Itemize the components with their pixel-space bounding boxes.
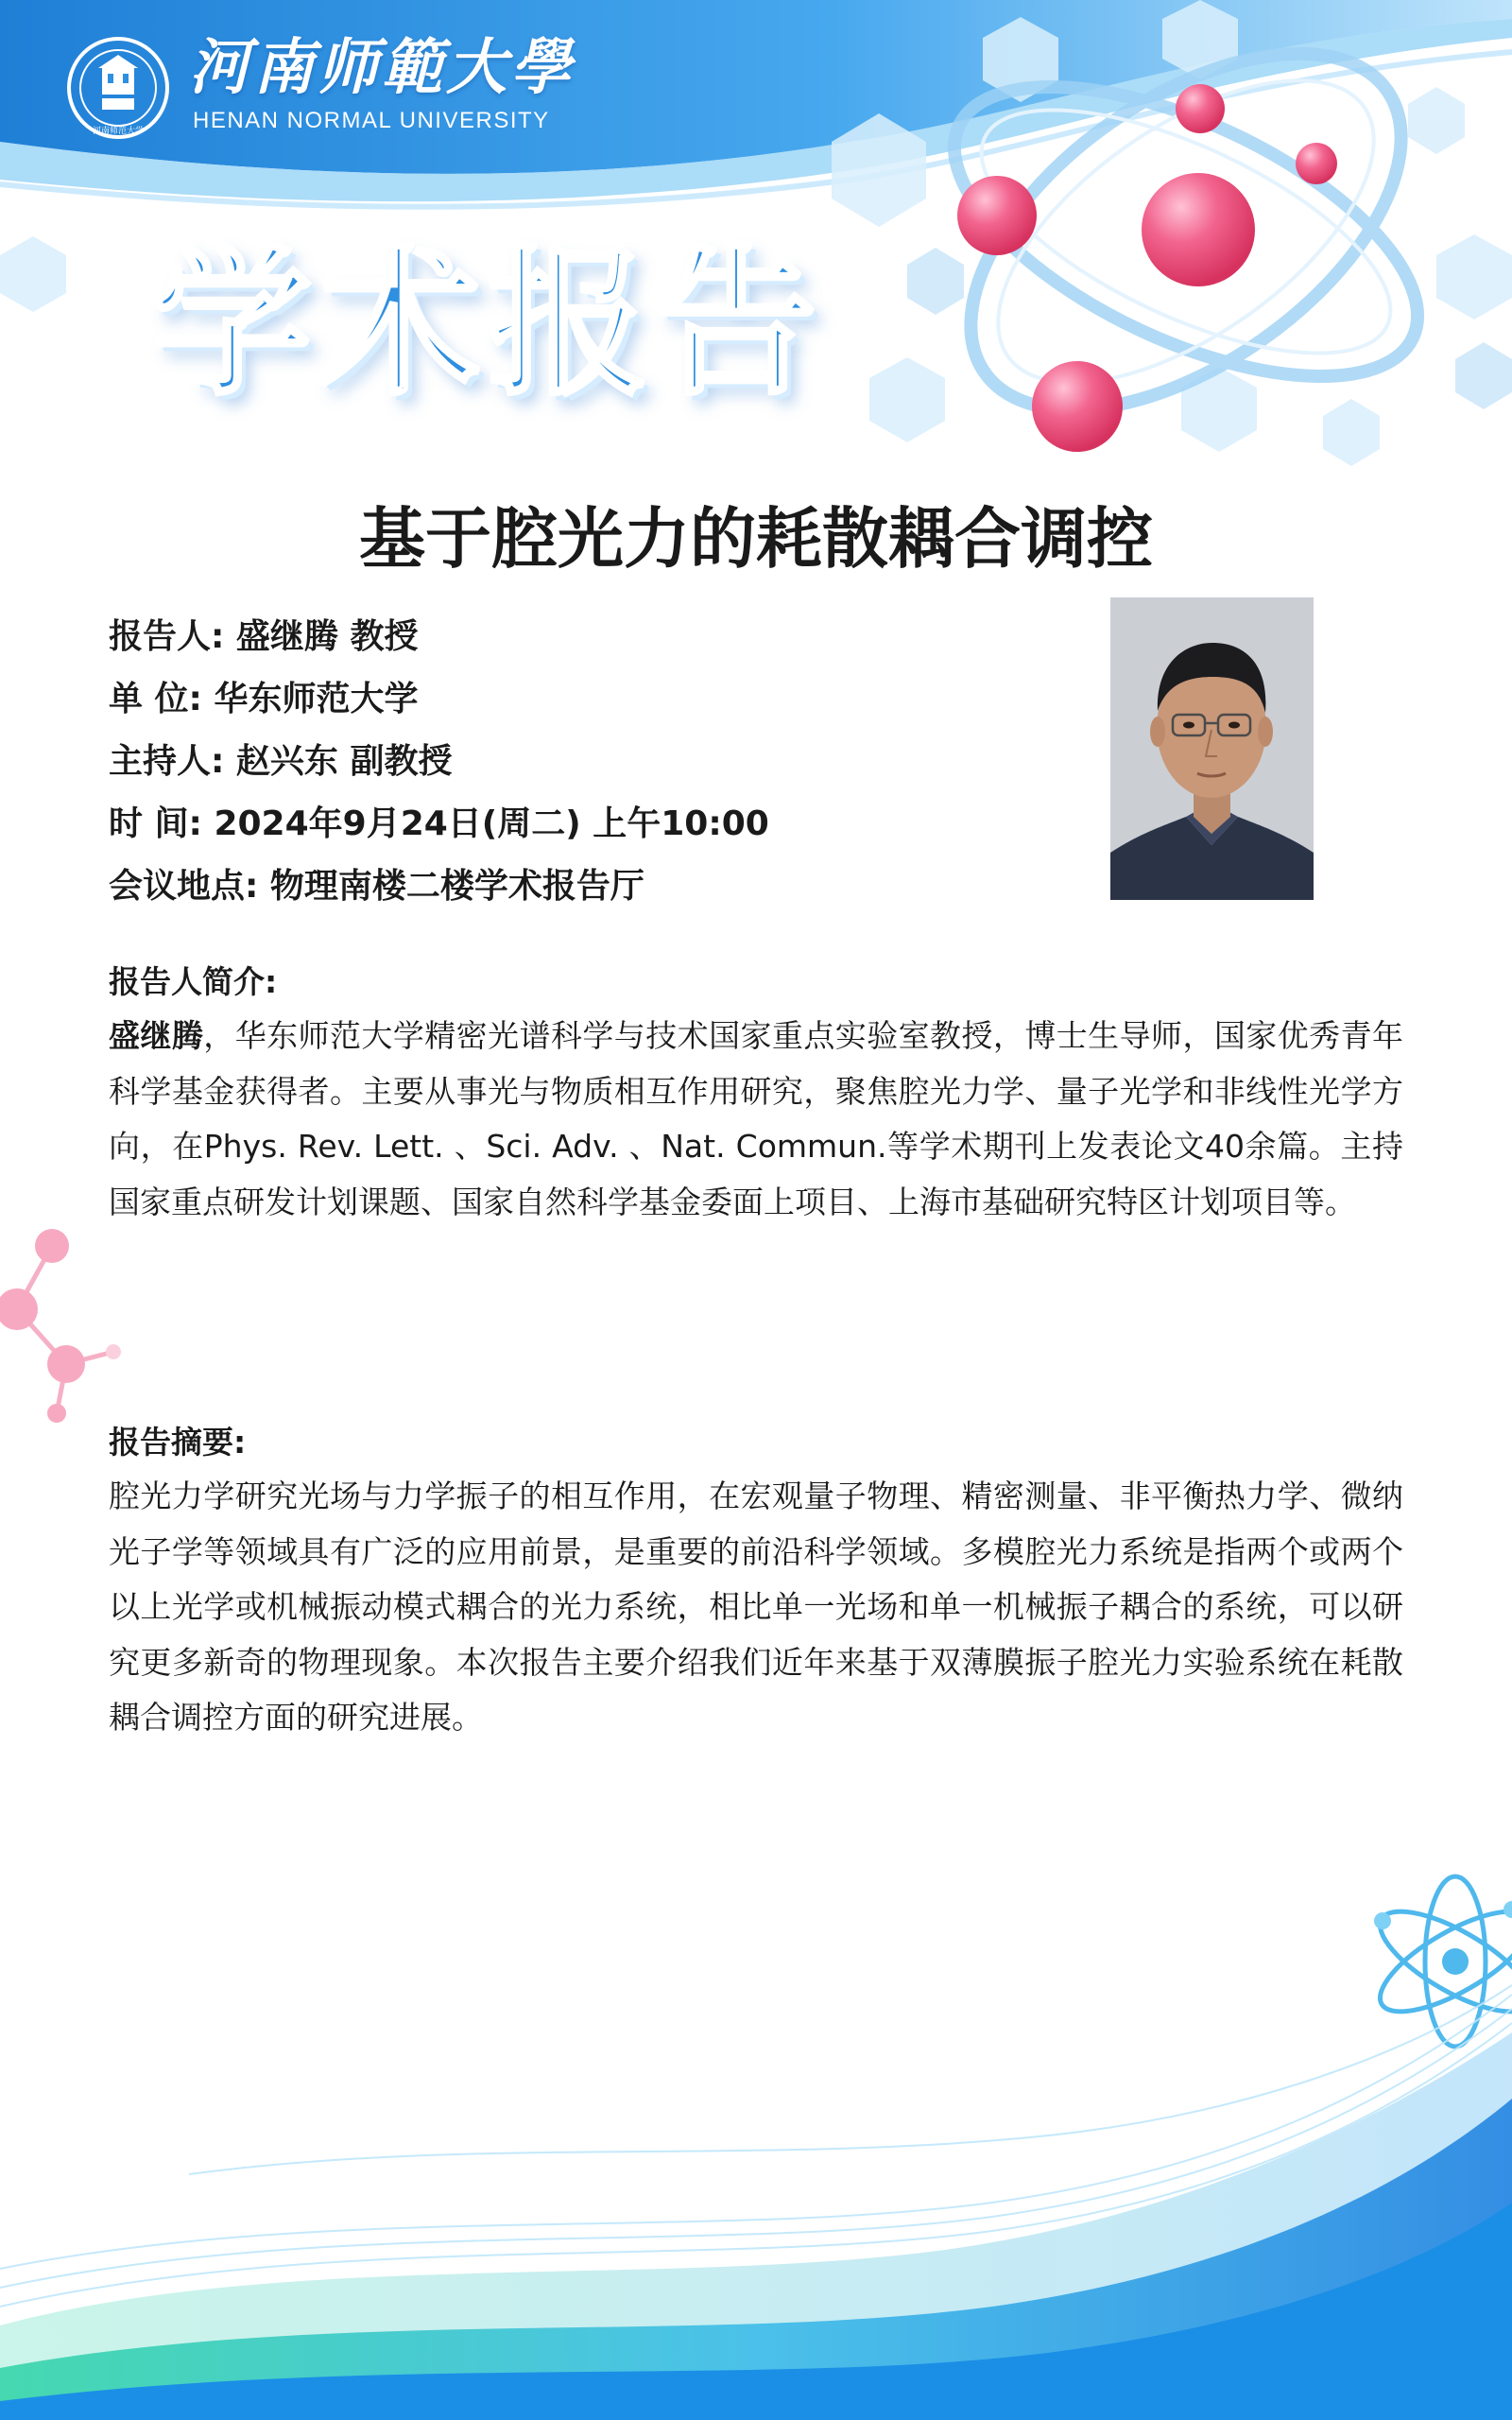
university-name-en: HENAN NORMAL UNIVERSITY — [193, 108, 550, 133]
speaker-name: 盛继腾 — [109, 1017, 204, 1054]
abstract-paragraph: 腔光力学研究光场与力学振子的相互作用，在宏观量子物理、精密测量、非平衡热力学、微纳光子学等领域具有广泛的应用前景，是重要的前沿科学领域。多模腔光力系统是指两个或两个以上光学或机械振动模式耦合的光力系统，相比单一光场和单一机械振子耦合的系统，可以研究更多新奇的物理现象。本次报告主要介绍我们近年来基于双薄膜振子腔光力实验系统在耗散耦合调控方面的研究进展。 — [109, 1478, 1403, 1736]
venue-line: 会议地点: 物理南楼二楼学术报告厅 — [109, 867, 644, 906]
banner-heading: 学术报告 — [151, 231, 825, 418]
speaker-photo — [1110, 597, 1314, 900]
university-name-cn: 河南师範大學 — [189, 32, 575, 103]
bio-text: ，华东师范大学精密光谱科学与技术国家重点实验室教授，博士生导师，国家优秀青年科学基金获得者。主要从事光与物质相互作用研究，聚焦腔光力学、量子光学和非线性光学方向，在Phys. Rev. Lett. 、Sci. Adv. 、Nat. Commun.等学术期刊上发表论文40余篇。主持国家重点研发计划课题、国家自然科学基金委面上项目、上海市基础研究特区计划项目等。 — [109, 1017, 1404, 1220]
speaker-line: 报告人: 盛继腾 教授 — [109, 617, 419, 656]
info-block — [109, 616, 769, 928]
unit-line: 单 位: 华东师范大学 — [109, 680, 419, 718]
host-line: 主持人: 赵兴东 副教授 — [109, 742, 453, 781]
bio-heading: 报告人简介: — [109, 963, 278, 1000]
time-line: 时 间: 2024年9月24日(周二) 上午10:00 — [109, 804, 769, 843]
abstract-heading: 报告摘要: — [109, 1424, 247, 1461]
university-seal-logo — [66, 36, 170, 140]
svg-text:河南师范大学: 河南师范大学 — [92, 127, 145, 136]
bio-paragraph — [109, 1009, 1403, 1230]
report-title: 基于腔光力的耗散耦合调控 — [359, 500, 1153, 578]
